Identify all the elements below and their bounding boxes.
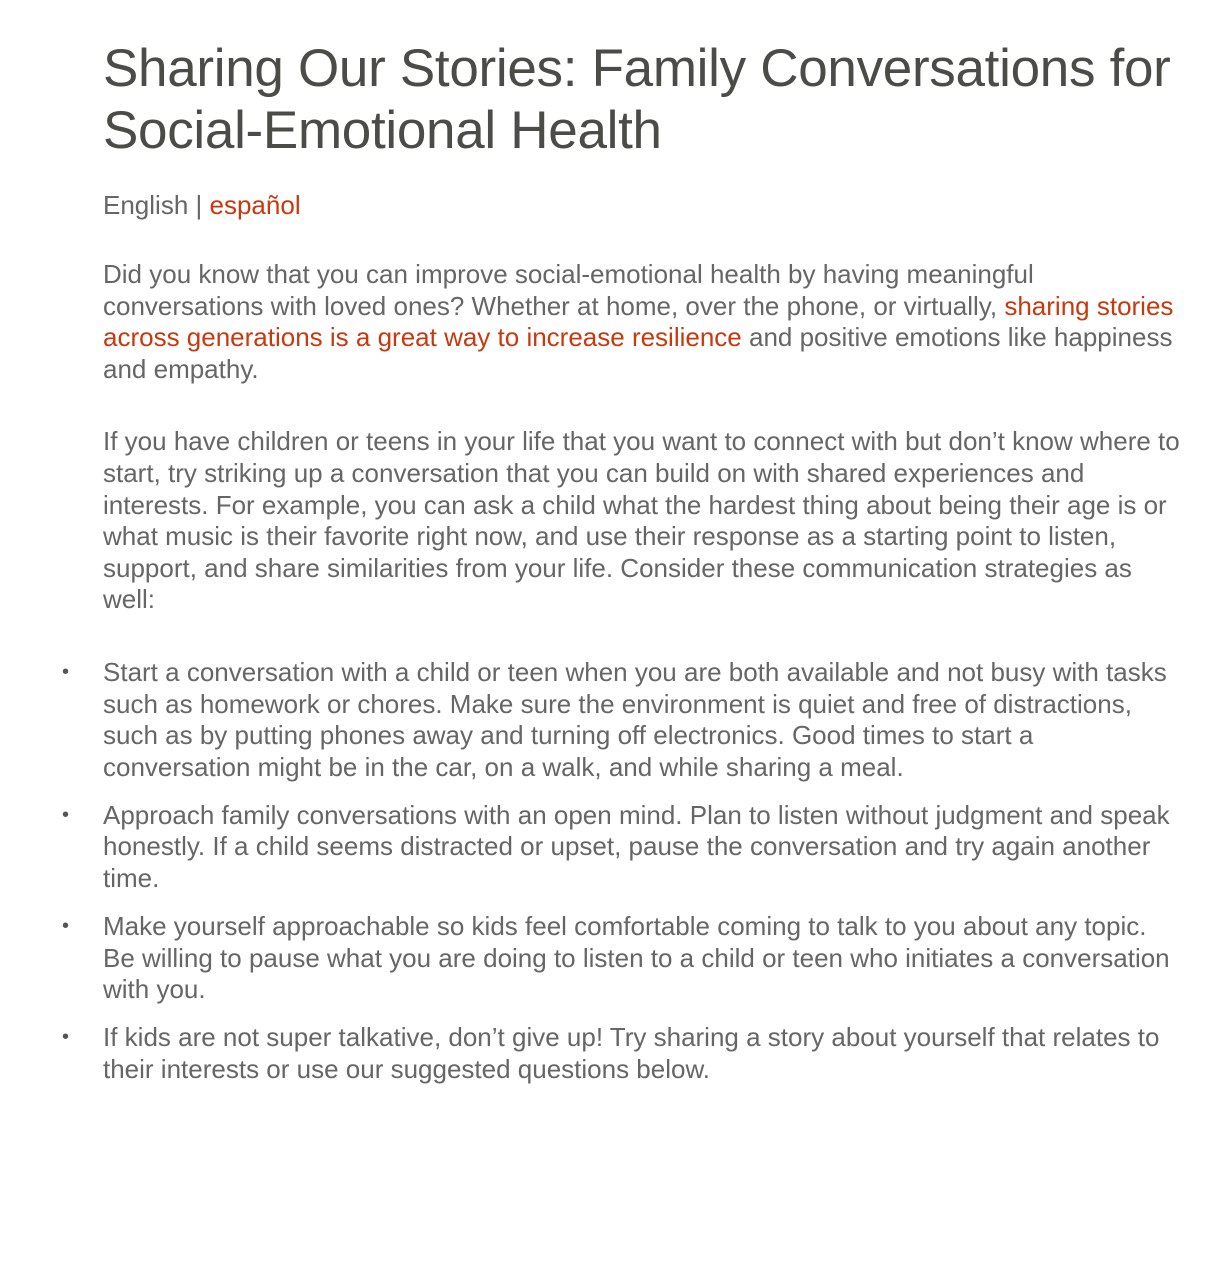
list-item-text: If kids are not super talkative, don’t give up! Try sharing a story about yourself that relates to their interests or use our suggested questions below. bbox=[103, 1022, 1160, 1084]
bullet-icon: • bbox=[62, 803, 70, 826]
list-item-text: Approach family conversations with an open mind. Plan to listen without judgment and speak honestly. If a child seems distracted or upset, pause the conversation and try again another time. bbox=[103, 799, 1170, 893]
language-link-espanol[interactable]: español bbox=[209, 190, 301, 220]
list-item bbox=[62, 1022, 1183, 1085]
intro-text-before-link: Did you know that you can improve social-emotional health by having meaningful conversations with loved ones? Whether at home, over the phone, or virtually, bbox=[103, 259, 1034, 321]
bullet-icon: • bbox=[62, 660, 70, 683]
list-item bbox=[62, 799, 1183, 895]
resilience-link[interactable]: sharing stories across generations is a great way to increase resilience bbox=[103, 290, 1174, 353]
language-switcher bbox=[103, 189, 1183, 221]
communication-strategies-list bbox=[62, 656, 1183, 1086]
list-item bbox=[62, 911, 1183, 1006]
language-current: English bbox=[103, 190, 189, 220]
list-item-text: Make yourself approachable so kids feel comfortable coming to talk to you about any topic. Be willing to pause what you are doing to listen to a child or teen who initiates a conversation with you. bbox=[103, 911, 1170, 1005]
intro-text-after-link: and positive emotions like happiness and empathy. bbox=[103, 322, 1173, 384]
page-title: Sharing Our Stories: Family Conversations for Social-Emotional Health bbox=[103, 39, 1171, 160]
article-content bbox=[62, 38, 1183, 1102]
language-separator: | bbox=[195, 190, 203, 220]
intro-paragraph bbox=[103, 259, 1183, 385]
list-item-text: Start a conversation with a child or teen when you are both available and not busy with tasks such as homework or chores. Make sure the environment is quiet and free of distractions, such as by putting phones away and turning off electronics. Good times to start a conversation might be in the car, on a walk, and while sharing a meal. bbox=[103, 656, 1167, 782]
bullet-icon: • bbox=[62, 915, 70, 938]
list-item bbox=[62, 656, 1183, 783]
article-body bbox=[62, 259, 1183, 1086]
bullet-icon: • bbox=[62, 1026, 70, 1049]
strategies-intro-paragraph: If you have children or teens in your life that you want to connect with but don’t know where to start, try striking up a conversation that you can build on with shared experiences and interests. For example, you can ask a child what the hardest thing about being their age is or what music is their favorite right now, and use their response as a starting point to listen, support, and share similarities from your life. Consider these communication strategies as well: bbox=[103, 426, 1180, 615]
